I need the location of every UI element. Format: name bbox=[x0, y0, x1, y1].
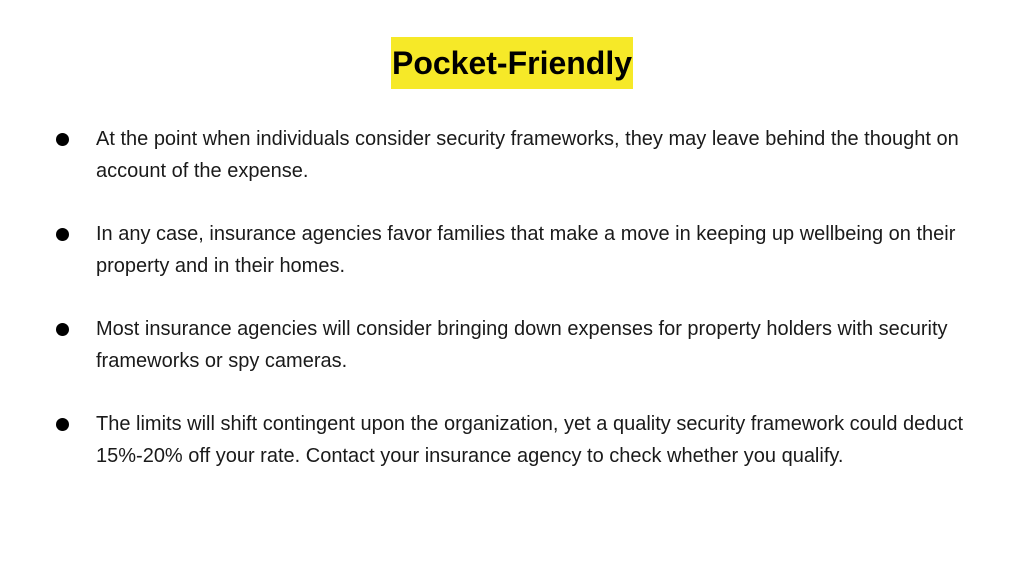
bullet-dot-icon bbox=[56, 228, 69, 241]
bullet-item bbox=[0, 123, 1024, 187]
bullet-item bbox=[0, 408, 1024, 472]
bullet-text: In any case, insurance agencies favor families that make a move in keeping up wellbeing on their property and in their homes. bbox=[96, 223, 956, 277]
bullet-dot-icon bbox=[56, 133, 69, 146]
bullet-list bbox=[0, 123, 1024, 503]
bullet-dot-icon bbox=[56, 323, 69, 336]
title-container bbox=[0, 37, 1024, 89]
bullet-dot-icon bbox=[56, 418, 69, 431]
bullet-item bbox=[0, 218, 1024, 282]
bullet-text: Most insurance agencies will consider bringing down expenses for property holders with security frameworks or spy cameras. bbox=[96, 318, 948, 372]
bullet-text: At the point when individuals consider security frameworks, they may leave behind the thought on account of the expense. bbox=[96, 128, 959, 182]
bullet-text: The limits will shift contingent upon the organization, yet a quality security framework could deduct 15%-20% off your rate. Contact your insurance agency to check whether you qualify. bbox=[96, 413, 964, 467]
bullet-item bbox=[0, 313, 1024, 377]
slide-title: Pocket-Friendly bbox=[391, 37, 633, 89]
